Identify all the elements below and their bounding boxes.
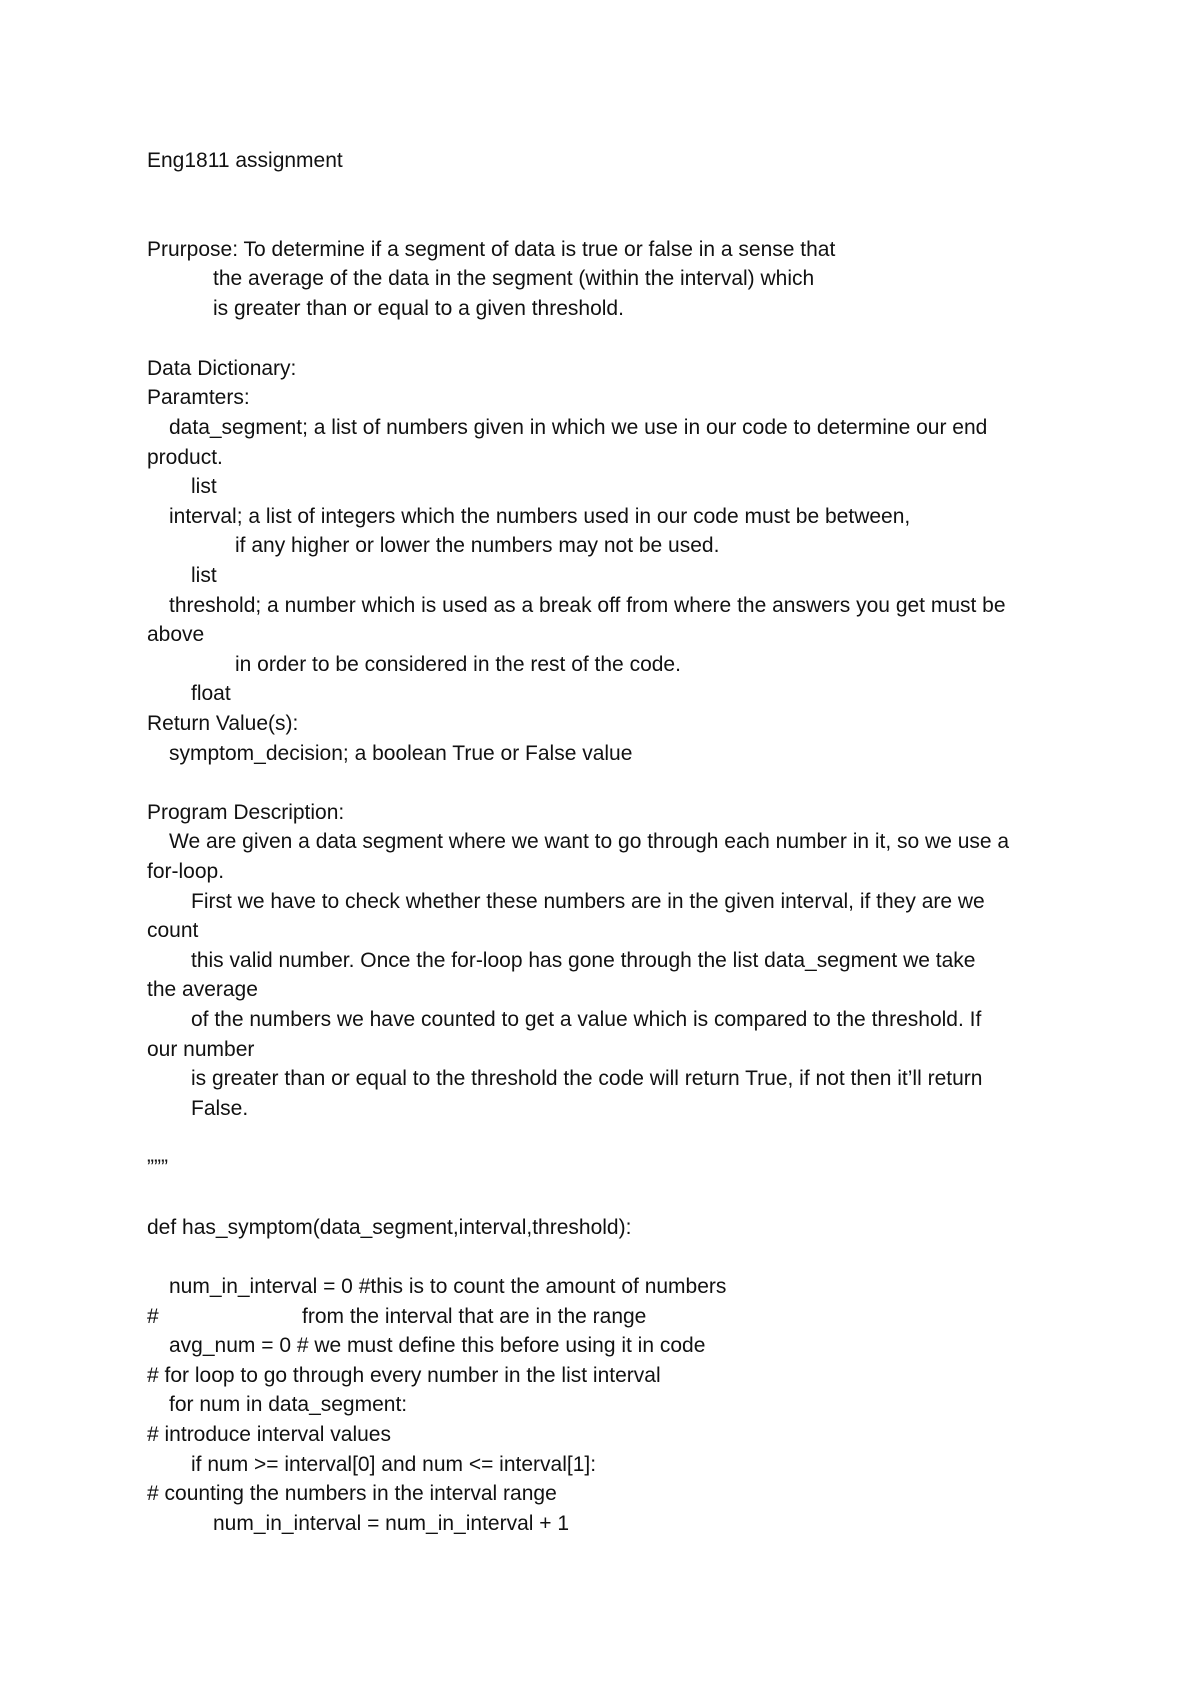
code-line: num_in_interval = num_in_interval + 1	[213, 1512, 570, 1535]
data-dictionary-heading: Data Dictionary:	[147, 357, 297, 380]
param-line: interval; a list of integers which the numbers used in our code must be between,	[169, 505, 911, 528]
description-line: our number	[147, 1038, 255, 1061]
document-title: Eng1811 assignment	[147, 149, 343, 172]
purpose-line-1: Prurpose: To determine if a segment of data is true or false in a sense that	[147, 238, 836, 261]
param-type: list	[191, 564, 217, 587]
param-line: above	[147, 623, 205, 646]
docstring-close: ”””	[147, 1156, 168, 1179]
description-line: We are given a data segment where we want to go through each number in it, so we use a	[169, 830, 1010, 853]
code-comment-marker: #	[147, 1305, 159, 1328]
return-heading: Return Value(s):	[147, 712, 299, 735]
code-line: for num in data_segment:	[169, 1393, 408, 1416]
description-line: First we have to check whether these numbers are in the given interval, if they are we	[191, 890, 985, 913]
code-comment: # counting the numbers in the interval range	[147, 1482, 557, 1505]
purpose-line-2: the average of the data in the segment (within the interval) which	[213, 267, 815, 290]
description-line: this valid number. Once the for-loop has gone through the list data_segment we take	[191, 949, 976, 972]
param-line: product.	[147, 446, 223, 469]
description-line: of the numbers we have counted to get a value which is compared to the threshold. If	[191, 1008, 982, 1031]
param-line: threshold; a number which is used as a break off from where the answers you get must be	[169, 594, 1006, 617]
code-line: from the interval that are in the range	[302, 1305, 647, 1328]
description-line: False.	[191, 1097, 249, 1120]
program-description-heading: Program Description:	[147, 801, 345, 824]
code-line: avg_num = 0 # we must define this before using it in code	[169, 1334, 706, 1357]
code-line: if num >= interval[0] and num <= interval[1]:	[191, 1453, 597, 1476]
code-line: num_in_interval = 0 #this is to count the amount of numbers	[169, 1275, 727, 1298]
code-comment: # introduce interval values	[147, 1423, 391, 1446]
code-comment: # for loop to go through every number in the list interval	[147, 1364, 661, 1387]
param-line: if any higher or lower the numbers may not be used.	[235, 534, 720, 557]
param-line: data_segment; a list of numbers given in which we use in our code to determine our end	[169, 416, 988, 439]
description-line: the average	[147, 978, 258, 1001]
description-line: is greater than or equal to the threshold the code will return True, if not then it’ll return	[191, 1067, 983, 1090]
purpose-line-3: is greater than or equal to a given threshold.	[213, 297, 624, 320]
param-type: list	[191, 475, 217, 498]
param-type: float	[191, 682, 231, 705]
parameters-heading: Paramters:	[147, 386, 250, 409]
return-line: symptom_decision; a boolean True or False value	[169, 742, 633, 765]
description-line: count	[147, 919, 199, 942]
param-line: in order to be considered in the rest of the code.	[235, 653, 681, 676]
description-line: for-loop.	[147, 860, 225, 883]
code-line: def has_symptom(data_segment,interval,threshold):	[147, 1216, 632, 1239]
